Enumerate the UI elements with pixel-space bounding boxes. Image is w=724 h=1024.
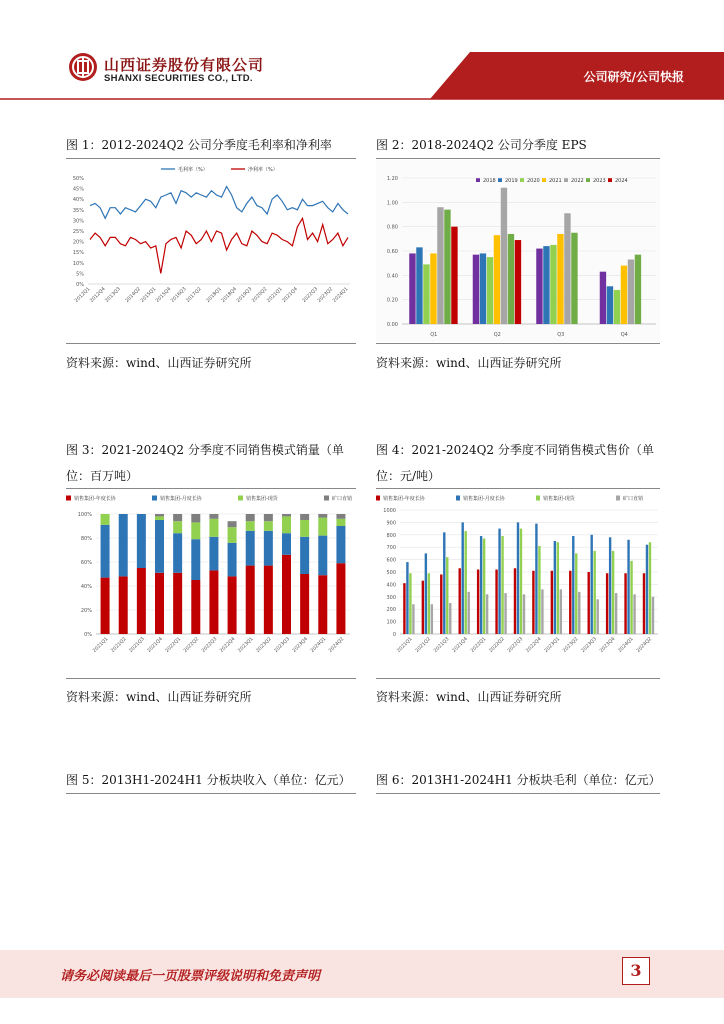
stacked-bar-segment [300,537,309,574]
legend-label: 销售集团-现货 [246,496,278,502]
eps-bar [550,245,556,324]
page-number: 3 [622,957,650,985]
x-tick-label: 2022Q1 [470,636,488,654]
stacked-bar-segment [282,555,291,634]
stacked-bar-segment [246,521,255,531]
price-bar [425,553,427,634]
price-bar [406,562,408,634]
y-tick-label: 0.80 [386,224,398,231]
x-tick-label: 2022Q4 [219,636,237,654]
price-bar [591,535,593,634]
stacked-bar-segment [336,563,345,634]
y-tick-label: 0.00 [386,322,398,328]
price-bar [643,573,645,634]
x-tick-label: 2023Q4 [292,636,310,654]
price-bar [541,589,543,634]
price-bar [554,541,556,634]
figure-2-bottom-rule [376,343,660,344]
eps-bar [416,247,422,324]
legend-label: 毛利率（%） [178,167,208,173]
price-bar [612,551,614,634]
x-tick-label: 2024Q2 [328,636,346,654]
stacked-bar-segment [336,514,345,519]
y-tick-label: 100% [77,512,92,518]
y-tick-label: 1.00 [386,200,398,207]
legend-label: 净利率（%） [248,167,278,173]
x-tick-label: 2024Q2 [636,636,654,654]
figure-2-source: 资料来源：wind、山西证券研究所 [376,356,562,370]
figure-1-source: 资料来源：wind、山西证券研究所 [66,356,252,370]
stacked-bar-segment [191,522,200,539]
stacked-bar-segment [173,533,182,573]
price-bar [486,594,488,634]
eps-bar [635,255,641,324]
stacked-bar-segment [300,520,309,537]
price-bar [501,536,503,634]
price-bar [652,597,654,634]
x-tick-label: 2012Q1 [74,286,92,304]
x-tick-label: 2021Q2 [415,636,433,654]
y-tick-label: 1000 [383,508,396,514]
x-tick-label: 2024Q1 [617,636,635,654]
price-bar [517,522,519,634]
figure-5-caption: 图 5：2013H1-2024H1 分板块收入（单位：亿元） [66,773,351,787]
price-bar [498,529,500,634]
legend-swatch [608,178,612,182]
y-tick-label: 0.40 [386,273,398,280]
price-bar [532,571,534,634]
price-bar [523,594,525,634]
legend-label: 2020 [527,178,540,184]
y-tick-label: 300 [386,594,396,601]
eps-bar [571,233,577,324]
stacked-bar-segment [191,539,200,580]
x-tick-label: 2022Q3 [507,636,525,654]
y-tick-label: 80% [80,536,92,542]
legend-swatch [376,496,380,501]
eps-bar [557,234,563,324]
eps-bar [536,249,542,324]
price-bar [428,573,430,634]
y-tick-label: 600 [386,557,396,564]
legend-label: 2022 [571,178,584,184]
y-tick-label: 700 [386,545,396,552]
legend-swatch [476,178,480,182]
legend-label: 销售集团-月度长协 [463,496,505,502]
eps-bar [430,253,436,324]
price-bar [409,573,411,634]
stacked-bar-segment [209,537,218,571]
stacked-bar-segment [173,573,182,634]
y-tick-label: 20% [80,608,92,614]
price-bar [578,592,580,634]
price-bar [403,583,405,634]
price-bar [535,524,537,634]
x-tick-label: 2019Q3 [236,286,254,304]
legend-label: 2023 [593,178,606,184]
legend-swatch [564,178,568,182]
price-bar [560,589,562,634]
stacked-bar-segment [336,526,345,563]
price-bar [459,568,461,634]
series-line [90,218,348,273]
y-tick-label: 100 [386,619,396,626]
figure-6-caption: 图 6：2013H1-2024H1 分板块毛利（单位：亿元） [376,773,661,787]
eps-bar [508,234,514,324]
x-tick-label: 2023Q4 [599,636,617,654]
eps-bar [543,246,549,324]
x-tick-label: 2020Q2 [251,286,269,304]
figure-1-chart [66,160,356,340]
figure-4-bottom-rule [376,678,660,679]
stacked-bar-segment [282,516,291,533]
stacked-bar-segment [228,543,237,577]
x-tick-label: 2023Q3 [580,636,598,654]
eps-bar [451,227,457,324]
stacked-bar-segment [101,578,110,634]
price-bar [422,581,424,634]
legend-label: 矿口直销 [332,496,353,502]
eps-bar [628,260,634,324]
x-tick-label: 2022Q3 [201,636,219,654]
legend-swatch [152,496,157,501]
section-tag: 公司研究/公司快报 [583,70,684,84]
y-tick-label: 1.20 [386,176,398,182]
stacked-bar-segment [173,521,182,533]
x-tick-label: 2012Q4 [89,286,107,304]
price-bar [588,572,590,634]
legend-swatch [324,496,329,501]
y-tick-label: 900 [386,520,396,527]
price-bar [646,545,648,634]
price-bar [569,571,571,634]
legend-label: 2024 [615,178,628,184]
y-tick-label: 25% [72,229,84,235]
stacked-bar-segment [246,566,255,634]
price-bar [551,571,553,634]
legend-label: 销售集团-年度长协 [383,496,425,502]
legend-swatch [536,496,540,501]
company-logo-icon [68,52,98,82]
eps-bar [607,286,613,324]
figure-3-bottom-rule [66,678,356,679]
legend-label: 2019 [505,178,518,184]
y-tick-label: 30% [72,218,84,225]
price-bar [615,593,617,634]
y-tick-label: 10% [72,260,84,267]
price-bar [606,573,608,634]
x-tick-label: 2017Q2 [185,286,203,304]
x-tick-label: 2023Q3 [273,636,291,654]
price-bar [465,531,467,634]
x-tick-label: 2021Q3 [433,636,451,654]
x-tick-label: 2022Q4 [525,636,543,654]
y-tick-label: 40% [72,197,84,204]
price-bar [449,603,451,634]
x-tick-label: 2021Q4 [451,636,469,654]
eps-bar [473,255,479,324]
price-bar [412,604,414,634]
eps-bar [515,240,521,324]
company-name-cn: 山西证券股份有限公司 [104,56,265,74]
x-tick-label: 2023Q2 [562,636,580,654]
figure-6-rule [376,793,660,794]
legend-label: 2021 [549,178,562,184]
stacked-bar-segment [155,573,164,634]
stacked-bar-segment [264,521,273,531]
price-bar [440,574,442,634]
eps-bar [501,188,507,324]
figure-1-rule [66,158,356,159]
eps-bar [437,207,443,324]
figure-1-bottom-rule [66,343,356,344]
figure-3-chart [66,490,356,678]
stacked-bar-segment [137,514,146,568]
legend-label: 销售集团-现货 [543,496,575,502]
price-bar [609,537,611,634]
stacked-bar-segment [209,514,218,519]
eps-bar [621,266,627,324]
price-bar [446,557,448,634]
stacked-bar-segment [318,575,327,634]
x-tick-label: 2024Q1 [332,286,350,304]
x-tick-label: 2022Q1 [165,636,183,654]
x-tick-label: 2021Q1 [396,636,414,654]
stacked-bar-segment [228,576,237,634]
price-bar [483,539,485,634]
eps-bar [409,253,415,324]
x-tick-label: 2018Q4 [221,286,239,304]
price-bar [630,561,632,634]
price-bar [594,551,596,634]
company-name-en: SHANXI SECURITIES CO., LTD. [104,73,253,84]
y-tick-label: 0.20 [386,297,398,304]
stacked-bar-segment [318,518,327,536]
stacked-bar-segment [101,514,110,525]
legend-swatch [586,178,590,182]
stacked-bar-segment [300,574,309,634]
price-bar [504,593,506,634]
eps-bar [444,210,450,324]
figure-4-rule [376,488,660,489]
figure-2-caption: 图 2：2018-2024Q2 公司分季度 EPS [376,138,587,152]
price-bar [597,599,599,634]
figure-4-source: 资料来源：wind、山西证券研究所 [376,690,562,704]
stacked-bar-segment [264,514,273,521]
x-tick-label: 2016Q3 [170,286,188,304]
legend-label: 2018 [483,178,496,184]
price-bar [468,592,470,634]
stacked-bar-segment [209,570,218,634]
x-tick-label: Q2 [493,332,501,338]
x-tick-label: 2021Q1 [92,636,110,654]
eps-bar [494,235,500,324]
price-bar [538,546,540,634]
stacked-bar-segment [155,516,164,520]
y-tick-label: 15% [72,250,84,257]
stacked-bar-segment [282,514,291,516]
x-tick-label: 2015Q1 [140,286,158,304]
legend-label: 销售集团-年度长协 [74,496,116,502]
y-tick-label: 0% [76,282,84,288]
x-tick-label: 2023Q1 [544,636,562,654]
stacked-bar-segment [137,568,146,634]
price-bar [627,540,629,634]
price-bar [633,594,635,634]
price-bar [575,553,577,634]
y-tick-label: 400 [386,582,396,589]
y-tick-label: 0% [84,632,92,638]
figure-4-caption: 图 4：2021-2024Q2 分季度不同销售模式售价（单位：元/吨） [376,443,654,483]
figure-2-rule [376,158,660,159]
price-bar [572,536,574,634]
stacked-bar-segment [336,519,345,526]
y-tick-label: 40% [80,584,92,590]
y-tick-label: 200 [386,607,396,614]
x-tick-label: 2018Q1 [205,286,223,304]
legend-swatch [520,178,524,182]
x-tick-label: 2021Q4 [281,286,299,304]
x-tick-label: Q1 [430,332,438,338]
eps-bar [480,253,486,324]
footer-disclaimer: 请务必阅读最后一页股票评级说明和免责声明 [60,969,321,984]
y-tick-label: 60% [80,560,92,566]
eps-bar [600,272,606,324]
price-bar [649,542,651,634]
stacked-bar-segment [191,580,200,634]
legend-label: 矿口直销 [623,496,644,502]
x-tick-label: 2024Q1 [310,636,328,654]
figure-2-chart [376,160,660,342]
x-tick-label: Q3 [557,332,565,338]
stacked-bar-segment [155,514,164,516]
eps-bar [423,264,429,324]
x-tick-label: 2015Q4 [155,286,173,304]
stacked-bar-segment [246,531,255,566]
stacked-bar-segment [173,514,182,521]
y-tick-label: 5% [76,271,84,278]
legend-swatch [66,496,71,501]
stacked-bar-segment [264,531,273,566]
stacked-bar-segment [246,514,255,521]
price-bar [624,573,626,634]
price-bar [431,604,433,634]
legend-swatch [456,496,460,501]
stacked-bar-segment [228,527,237,543]
legend-swatch [498,178,502,182]
figure-3-caption: 图 3：2021-2024Q2 分季度不同销售模式销量（单位：百万吨） [66,443,344,483]
eps-bar [614,290,620,324]
x-tick-label: 2014Q2 [124,286,143,304]
price-bar [480,536,482,634]
x-tick-label: 2021Q3 [128,636,146,654]
x-tick-label: 2023Q1 [237,636,255,654]
x-tick-label: Q4 [620,332,628,338]
legend-swatch [616,496,620,501]
figure-3-rule [66,488,356,489]
stacked-bar-segment [282,533,291,555]
legend-label: 销售集团-月度长协 [160,496,202,502]
price-bar [557,542,559,634]
eps-bar [564,213,570,324]
stacked-bar-segment [191,514,200,522]
x-tick-label: 2023Q2 [317,286,335,304]
x-tick-label: 2013Q3 [104,286,122,304]
y-tick-label: 35% [72,207,84,214]
stacked-bar-segment [119,514,128,576]
y-tick-label: 50% [72,176,84,182]
figure-4-chart [376,490,660,678]
y-tick-label: 800 [386,532,396,539]
figure-5-rule [66,793,356,794]
x-tick-label: 2021Q4 [146,636,164,654]
x-tick-label: 2021Q1 [266,286,284,304]
stacked-bar-segment [264,566,273,634]
y-tick-label: 45% [72,186,84,193]
stacked-bar-segment [101,525,110,578]
price-bar [495,570,497,634]
stacked-bar-segment [209,519,218,537]
eps-bar [487,257,493,324]
x-tick-label: 2022Q2 [488,636,506,654]
stacked-bar-segment [119,576,128,634]
y-tick-label: 0.60 [386,249,398,255]
stacked-bar-segment [318,514,327,518]
y-tick-label: 20% [72,239,84,246]
x-tick-label: 2023Q2 [255,636,273,654]
x-tick-label: 2022Q2 [183,636,201,654]
figure-3-source: 资料来源：wind、山西证券研究所 [66,690,252,704]
stacked-bar-segment [228,521,237,527]
stacked-bar-segment [318,536,327,576]
series-line [90,187,348,219]
legend-swatch [542,178,546,182]
x-tick-label: 2021Q2 [110,636,128,654]
price-bar [514,568,516,634]
stacked-bar-segment [300,514,309,520]
price-bar [520,529,522,634]
price-bar [443,532,445,634]
price-bar [477,570,479,634]
price-bar [462,522,464,634]
y-tick-label: 0 [392,632,396,638]
x-tick-label: 2022Q3 [302,286,320,304]
y-tick-label: 500 [386,570,396,576]
legend-swatch [238,496,243,501]
stacked-bar-segment [155,520,164,573]
figure-1-caption: 图 1：2012-2024Q2 公司分季度毛利率和净利率 [66,138,332,152]
